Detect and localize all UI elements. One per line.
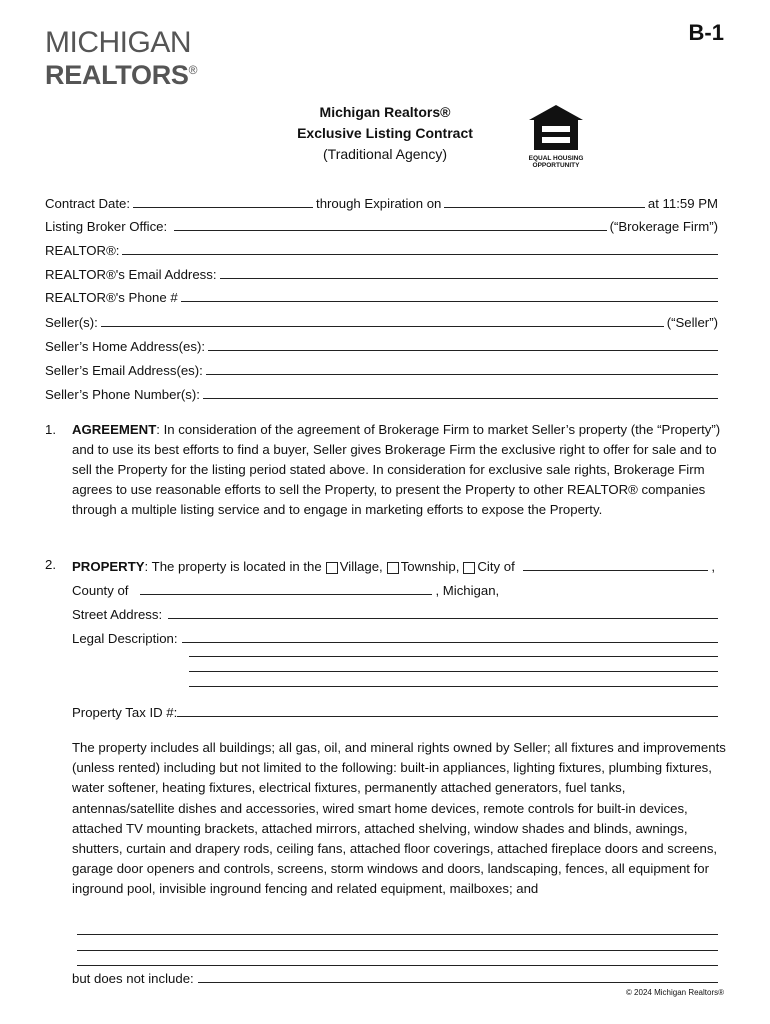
sellers-row: Seller(s): (“Seller”) bbox=[45, 310, 718, 330]
realtor-email-field[interactable] bbox=[220, 264, 718, 279]
realtor-row: REALTOR®: bbox=[45, 238, 718, 258]
eho-text1: EQUAL HOUSING bbox=[528, 155, 584, 162]
legal-description-line3[interactable] bbox=[189, 671, 718, 672]
listing-broker-field[interactable] bbox=[174, 216, 606, 231]
realtor-phone-field[interactable] bbox=[181, 287, 718, 302]
seller-email-row: Seller’s Email Address(es): bbox=[45, 358, 718, 378]
expiration-date-field[interactable] bbox=[444, 193, 644, 208]
legal-description-line4[interactable] bbox=[189, 686, 718, 687]
realtor-email-row: REALTOR®'s Email Address: bbox=[45, 262, 718, 282]
seller-phone-field[interactable] bbox=[203, 384, 718, 399]
legal-description-field[interactable] bbox=[182, 628, 718, 643]
sellers-field[interactable] bbox=[101, 312, 664, 327]
property-location-row: PROPERTY : The property is located in the Village, Township, City of , bbox=[72, 554, 718, 574]
municipality-field[interactable] bbox=[523, 556, 709, 571]
legal-description-line2[interactable] bbox=[189, 656, 718, 657]
realtor-field[interactable] bbox=[122, 240, 718, 255]
form-id: B-1 bbox=[688, 20, 724, 45]
tax-id-field[interactable] bbox=[177, 702, 718, 717]
logo-realtors: REALTORS® bbox=[45, 60, 198, 90]
legal-description-row: Legal Description: bbox=[72, 626, 718, 646]
eho-text2: OPPORTUNITY bbox=[532, 162, 580, 169]
contract-date-field[interactable] bbox=[133, 193, 313, 208]
seller-email-field[interactable] bbox=[206, 360, 718, 375]
realtor-phone-row: REALTOR®'s Phone # bbox=[45, 285, 718, 305]
exclusions-row: but does not include: bbox=[72, 966, 718, 986]
street-address-row: Street Address: bbox=[72, 602, 718, 622]
logo-michigan: MICHIGAN bbox=[45, 26, 191, 59]
copyright: © 2024 Michigan Realtors® bbox=[625, 988, 724, 997]
county-field[interactable] bbox=[140, 580, 432, 595]
county-row: County of , Michigan, bbox=[72, 578, 718, 598]
village-checkbox[interactable] bbox=[326, 562, 338, 574]
property-includes-text: The property includes all buildings; all gas, oil, and mineral rights owned by Seller; all fixtures and improvements (unless rented) including but not limited to the following: built-in appliances, lighting fixtures, plumbing fixtures, water softener, heating fixtures, electrical fixtures, permanently attached generators, fuel tanks, antennas/satellite dishes and accessories, wired smart home devices, remote controls for built-in devices, attached TV mounting brackets, attached mirrors, attached shelving, window shades and blinds, awnings, shutters, curtain and drapery rods, ceiling fans, attached floor coverings, attached fireplace doors and screens, garage door openers and controls, screens, storm windows and doors, landscaping, fences, all equipment for inground pool, invisible inground fencing and related equipment, mailboxes; and bbox=[72, 740, 726, 897]
seller-home-field[interactable] bbox=[208, 336, 718, 351]
township-checkbox[interactable] bbox=[387, 562, 399, 574]
title-line2: Exclusive Listing Contract bbox=[297, 125, 473, 141]
exclusions-field[interactable] bbox=[198, 968, 718, 983]
contract-date-row: Contract Date: through Expiration on at 11:59 PM bbox=[45, 191, 718, 211]
section-agreement: 1. AGREEMENT: In consideration of the agreement of Brokerage Firm to market Seller’s property (the “Property”) and to use its best efforts to find a buyer, Seller gives Brokerage Firm the exclusive right to offer for sale and to sell the Property for the listing period stated above. In consideration for exclusive sale rights, Brokerage Firm agrees to use reasonable efforts to sell the Property, to present the Property to other REALTOR® companies through a multiple listing service and to engage in marketing efforts to expose the Property. bbox=[45, 422, 721, 517]
inclusions-line2[interactable] bbox=[77, 950, 718, 951]
city-checkbox[interactable] bbox=[463, 562, 475, 574]
equal-housing-icon bbox=[528, 104, 584, 169]
title-line3: (Traditional Agency) bbox=[323, 146, 447, 162]
seller-phone-row: Seller’s Phone Number(s): bbox=[45, 382, 718, 402]
inclusions-line1[interactable] bbox=[77, 934, 718, 935]
street-address-field[interactable] bbox=[168, 604, 718, 619]
seller-home-row: Seller’s Home Address(es): bbox=[45, 334, 718, 354]
title-line1: Michigan Realtors® bbox=[319, 104, 451, 120]
listing-broker-row: Listing Broker Office: (“Brokerage Firm”) bbox=[45, 214, 718, 234]
tax-id-row: Property Tax ID #: bbox=[72, 700, 718, 720]
